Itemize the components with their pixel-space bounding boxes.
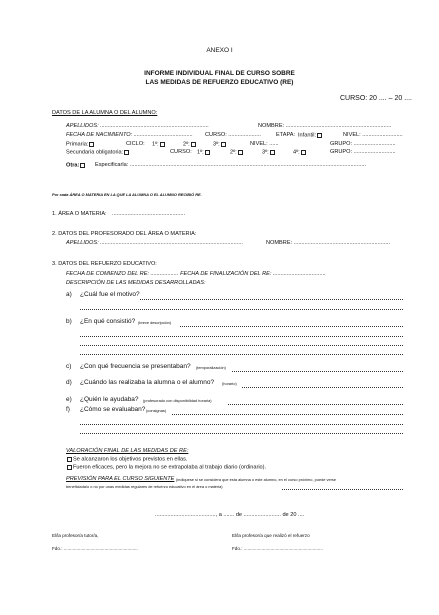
- dates-field[interactable]: FECHA DE COMIENZO DEL RE: .................. FECHA DE FINALIZACIÓN DEL RE: ..................................: [66, 271, 326, 277]
- date-place-line[interactable]: ......................................., a ....... de ........................ de 20 ....: [155, 512, 305, 518]
- answer-a-line-1[interactable]: [140, 299, 403, 300]
- other-label: Otra:: [66, 162, 80, 169]
- course-1-option[interactable]: [197, 150, 211, 156]
- teacher-surname-field[interactable]: APELLIDOS: ............................................................................................: [66, 240, 244, 246]
- question-b-hint: (breve descripción): [138, 320, 172, 325]
- student-name-field[interactable]: NOMBRE: ....................................................................: [258, 123, 392, 129]
- question-b: ¿En qué consistió?: [80, 318, 136, 325]
- primaria-option[interactable]: [66, 142, 95, 148]
- question-f-hint: (consignas): [146, 408, 167, 413]
- question-d-letter: d): [66, 379, 72, 386]
- secundaria-label: Secundaria obligatoria:: [66, 149, 124, 156]
- infantil-option[interactable]: [298, 133, 323, 139]
- subject-field[interactable]: ...............................................: [112, 211, 186, 217]
- answer-b-line-3[interactable]: [80, 345, 403, 346]
- course-2-checkbox[interactable]: [238, 150, 243, 155]
- course-year: CURSO: 20 .... – 20 ....: [340, 95, 412, 102]
- question-e-letter: e): [66, 396, 72, 403]
- specify-label: Especificarla: ........................................................................................................................................................: [95, 162, 367, 168]
- birthdate-field[interactable]: FECHA DE NACIMIENTO: ......................................: [66, 132, 193, 138]
- answer-f-line-3[interactable]: [80, 433, 403, 434]
- other-checkbox[interactable]: [80, 163, 85, 168]
- course-4-label: 4º:: [293, 149, 300, 156]
- forecast-text-2: beneficiada/o o no por unas medidas regulares de refuerzo educativo en el área o materia): [66, 484, 223, 489]
- group-field-2[interactable]: GRUPO: ...........................: [330, 149, 396, 155]
- answer-a-line-2[interactable]: [80, 309, 403, 310]
- question-d: ¿Cuándo las realizaba la alumna o el alumno?: [80, 379, 215, 386]
- question-a-letter: a): [66, 291, 72, 298]
- cycle-1-label: 1º:: [152, 141, 159, 148]
- level-field-1[interactable]: NIVEL: ..........................: [343, 132, 403, 138]
- answer-c-line[interactable]: [232, 371, 403, 372]
- tutor-label: El/la profesor/a tutor/a,: [52, 533, 99, 538]
- other-option[interactable]: [66, 163, 86, 169]
- specify-field[interactable]: [95, 163, 366, 169]
- assessment-heading: VALORACIÓN FINAL DE LAS MEDIDAS DE RE:: [66, 448, 189, 454]
- section-1-heading: 1. ÁREA O MATERIA:: [52, 211, 107, 217]
- level-field-2[interactable]: NIVEL: ......: [250, 141, 279, 147]
- course-3-checkbox[interactable]: [270, 150, 275, 155]
- forecast-text-1: (indiquese si se considera que esta alumna o este alumno, en el curso próximo, puede verse: [176, 477, 337, 482]
- answer-b-line-2[interactable]: [80, 336, 403, 337]
- course-field[interactable]: CURSO: .....................: [205, 132, 261, 138]
- question-c-hint: (temporalización): [196, 365, 226, 370]
- answer-d-line[interactable]: [242, 387, 403, 388]
- question-f: ¿Cómo se evaluaban?: [80, 406, 146, 413]
- cycle-2-checkbox[interactable]: [191, 142, 196, 147]
- assessment-option-1[interactable]: [66, 457, 187, 463]
- cycle-label: CICLO:: [126, 141, 145, 147]
- note-text: Por cada ÁREA O MATERIA EN LA QUE LA ALUMNA O EL ALUMNO RECIBIÓ RE.: [52, 192, 202, 197]
- answer-b-line-1[interactable]: [180, 326, 403, 327]
- course-1-checkbox[interactable]: [205, 150, 210, 155]
- reinforcement-teacher-label: El/la profesor/a que realizó el refuerzo: [232, 533, 310, 538]
- teacher-signature-field[interactable]: Fdo.: ..............................................................: [232, 546, 323, 551]
- group-field-1[interactable]: GRUPO: ...........................: [330, 141, 396, 147]
- cycle-3-option[interactable]: [213, 142, 227, 148]
- course-4-option[interactable]: [293, 150, 307, 156]
- cycle-3-label: 3º:: [213, 141, 220, 148]
- course-2-label: 2º:: [230, 149, 237, 156]
- primaria-checkbox[interactable]: [89, 142, 94, 147]
- title-line-2: LAS MEDIDAS DE REFUERZO EDUCATIVO (RE): [145, 79, 294, 86]
- cycle-2-option[interactable]: [183, 142, 197, 148]
- course-4-checkbox[interactable]: [301, 150, 306, 155]
- primaria-label: Primaria:: [66, 141, 89, 148]
- answer-f-line-1[interactable]: [172, 414, 403, 415]
- question-c: ¿Con qué frecuencia se presentaban?: [80, 363, 191, 370]
- description-heading: DESCRIPCIÓN DE LAS MEDIDAS DESARROLLADAS:: [66, 280, 206, 286]
- course-2-option[interactable]: [230, 150, 244, 156]
- cycle-2-label: 2º:: [183, 141, 190, 148]
- question-b-letter: b): [66, 318, 72, 325]
- assessment-option-2[interactable]: [66, 465, 266, 471]
- course-label-2: CURSO:: [170, 149, 192, 155]
- cycle-1-checkbox[interactable]: [160, 142, 165, 147]
- course-3-label: 3º:: [262, 149, 269, 156]
- section-2-heading: 2. DATOS DEL PROFESORADO DEL ÁREA O MATERIA:: [52, 231, 197, 237]
- stage-label: ETAPA:: [276, 132, 296, 138]
- assessment-2-label: Fueron eficaces, pero la mejora no se extrapolaba al trabajo diario (ordinario).: [73, 464, 267, 471]
- student-heading: DATOS DE LA ALUMNA O DEL ALUMNO:: [52, 110, 158, 116]
- question-a: ¿Cuál fue el motivo?: [80, 291, 140, 298]
- question-e-hint: (profesorado con disponibilidad horaria): [143, 398, 212, 403]
- assessment-1-checkbox[interactable]: [67, 457, 72, 462]
- question-d-hint: (horario): [222, 381, 237, 386]
- infantil-label: Infantil:: [298, 132, 317, 139]
- answer-e-line[interactable]: [228, 404, 403, 405]
- secundaria-option[interactable]: [66, 150, 130, 156]
- title-line-1: INFORME INDIVIDUAL FINAL DE CURSO SOBRE: [144, 70, 295, 77]
- section-3-heading: 3. DATOS DEL REFUERZO EDUCATIVO:: [52, 261, 157, 267]
- course-1-label: 1º:: [197, 149, 204, 156]
- answer-b-line-4[interactable]: [80, 354, 403, 355]
- course-3-option[interactable]: [262, 150, 276, 156]
- cycle-3-checkbox[interactable]: [221, 142, 226, 147]
- student-surname-field[interactable]: APELLIDOS: ......................................................................: [66, 123, 209, 129]
- infantil-checkbox[interactable]: [317, 133, 322, 138]
- question-e: ¿Quién le ayudaba?: [80, 396, 139, 403]
- cycle-1-option[interactable]: [152, 142, 166, 148]
- question-f-letter: f): [66, 406, 70, 413]
- tutor-signature-field[interactable]: Fdo.: ..........................................................: [52, 546, 138, 551]
- annex-label: ANEXO I: [206, 47, 233, 54]
- forecast-heading: PREVISIÓN PARA EL CURSO SIGUIENTE: [66, 476, 175, 482]
- answer-f-line-2[interactable]: [80, 424, 403, 425]
- assessment-2-checkbox[interactable]: [67, 465, 72, 470]
- question-c-letter: c): [66, 363, 72, 370]
- secundaria-checkbox[interactable]: [124, 150, 129, 155]
- assessment-1-label: Se alcanzaron los objetivos previstos en ellas.: [73, 456, 188, 463]
- forecast-line-1[interactable]: [282, 489, 403, 490]
- teacher-name-field[interactable]: NOMBRE: ..............................................................: [266, 240, 391, 246]
